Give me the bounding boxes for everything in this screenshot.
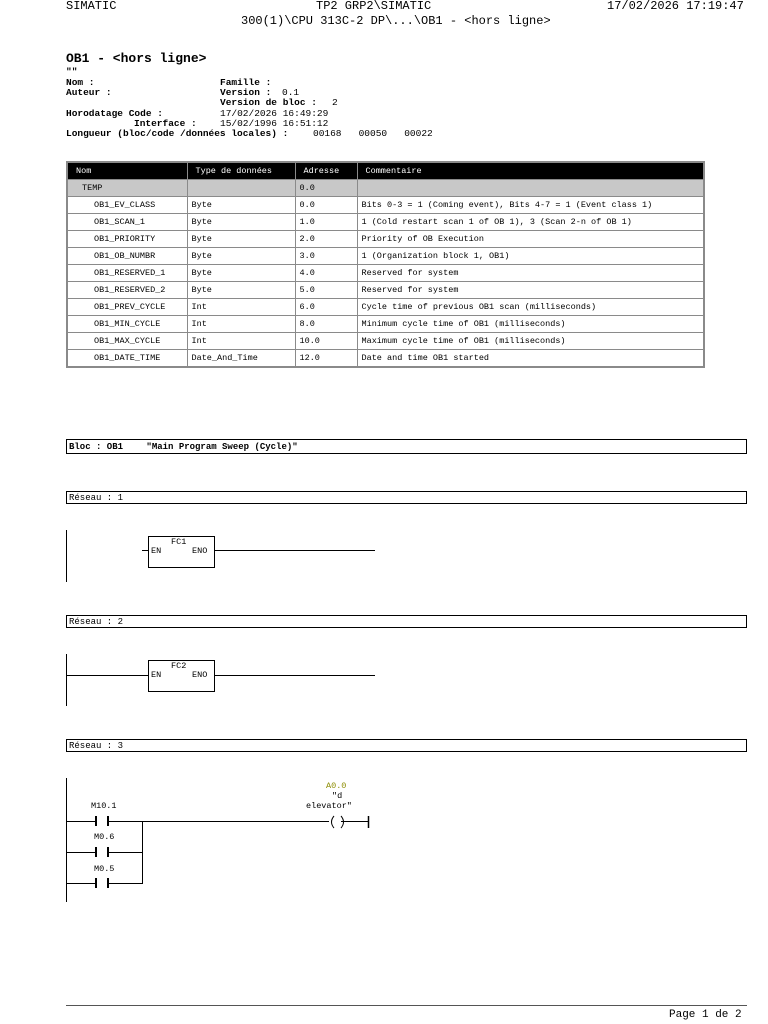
project-name: TP2 GRP2\SIMATIC xyxy=(316,0,432,13)
table-row[interactable] xyxy=(67,180,704,197)
var-type-cell: Byte xyxy=(187,214,295,231)
fc2-eno-pin: ENO xyxy=(192,670,208,680)
contact-3-in-wire xyxy=(66,883,96,884)
block-path: 300(1)\CPU 313C-2 DP\...\OB1 - <hors ligne> xyxy=(241,14,551,28)
var-comment-cell: Cycle time of previous OB1 scan (milliseconds) xyxy=(357,299,704,316)
contact-m0-6-label: M0.6 xyxy=(94,832,115,842)
table-row[interactable] xyxy=(67,197,704,214)
col-header-commentaire: Commentaire xyxy=(357,162,704,180)
footer-rule xyxy=(66,1005,747,1006)
var-name-cell: OB1_RESERVED_2 xyxy=(67,282,187,299)
contact-m10-1-label: M10.1 xyxy=(91,801,117,811)
contact-2-in-wire xyxy=(66,852,96,853)
contact-m10-1-left-icon[interactable] xyxy=(95,816,97,826)
var-comment-cell: 1 (Organization block 1, OB1) xyxy=(357,248,704,265)
var-address-cell: 0.0 xyxy=(295,180,357,197)
table-row[interactable] xyxy=(67,214,704,231)
table-row[interactable] xyxy=(67,316,704,333)
contact-2-out-wire xyxy=(109,852,143,853)
var-comment-cell: Maximum cycle time of OB1 (milliseconds) xyxy=(357,333,704,350)
app-name: SIMATIC xyxy=(66,0,117,13)
contact-m0-5-left-icon[interactable] xyxy=(95,878,97,888)
var-comment-cell: Date and time OB1 started xyxy=(357,350,704,368)
version-label: Version : xyxy=(220,87,272,98)
fc2-en-pin: EN xyxy=(151,670,162,680)
table-header-row xyxy=(67,162,704,180)
var-name-cell: OB1_OB_NUMBR xyxy=(67,248,187,265)
horodatage-code-label: Horodatage Code : xyxy=(66,108,163,119)
var-type-cell xyxy=(187,180,295,197)
var-type-cell: Int xyxy=(187,333,295,350)
network-1-eno-wire xyxy=(214,550,375,551)
interface-label: Interface : xyxy=(134,118,197,129)
var-address-cell: 10.0 xyxy=(295,333,357,350)
fc1-call-box[interactable] xyxy=(148,536,215,568)
contact-m0-5-label: M0.5 xyxy=(94,864,115,874)
network-2-eno-wire xyxy=(214,675,375,676)
var-type-cell: Byte xyxy=(187,265,295,282)
var-name-cell: TEMP xyxy=(67,180,187,197)
longueur-label: Longueur (bloc/code /données locales) : xyxy=(66,128,289,139)
var-address-cell: 3.0 xyxy=(295,248,357,265)
table-row[interactable] xyxy=(67,248,704,265)
var-type-cell: Int xyxy=(187,316,295,333)
fc1-eno-pin: ENO xyxy=(192,546,208,556)
network-3-bar: Réseau : 3 xyxy=(66,739,747,752)
network-2-bar: Réseau : 2 xyxy=(66,615,747,628)
var-name-cell: OB1_EV_CLASS xyxy=(67,197,187,214)
contact-m0-5-right-icon[interactable] xyxy=(107,878,109,888)
table-row[interactable] xyxy=(67,333,704,350)
interface-value: 15/02/1996 16:51:12 xyxy=(220,118,329,129)
page-number: Page 1 de 2 xyxy=(669,1009,742,1021)
variable-table xyxy=(66,161,705,368)
var-address-cell: 4.0 xyxy=(295,265,357,282)
var-comment-cell: Reserved for system xyxy=(357,282,704,299)
network-1-bar: Réseau : 1 xyxy=(66,491,747,504)
table-row[interactable] xyxy=(67,231,704,248)
table-row[interactable] xyxy=(67,350,704,368)
var-name-cell: OB1_MAX_CYCLE xyxy=(67,333,187,350)
auteur-label: Auteur : xyxy=(66,87,112,98)
fc1-name: FC1 xyxy=(171,537,187,547)
coil-a0-0-icon[interactable] xyxy=(326,814,372,830)
contact-m0-6-left-icon[interactable] xyxy=(95,847,97,857)
print-datetime: 17/02/2026 17:19:47 xyxy=(607,0,744,13)
var-address-cell: 5.0 xyxy=(295,282,357,299)
version-bloc-label: Version de bloc : xyxy=(220,97,317,108)
fc2-name: FC2 xyxy=(171,661,187,671)
var-type-cell: Byte xyxy=(187,197,295,214)
var-type-cell: Date_And_Time xyxy=(187,350,295,368)
horodatage-code-value: 17/02/2026 16:49:29 xyxy=(220,108,329,119)
var-comment-cell: Reserved for system xyxy=(357,265,704,282)
parallel-branch-wire xyxy=(142,821,143,884)
power-rail-1 xyxy=(66,530,67,582)
table-row[interactable] xyxy=(67,265,704,282)
fc1-en-pin: EN xyxy=(151,546,162,556)
table-row[interactable] xyxy=(67,282,704,299)
power-rail-2 xyxy=(66,654,67,706)
var-name-cell: OB1_PRIORITY xyxy=(67,231,187,248)
col-header-adresse: Adresse xyxy=(295,162,357,180)
coil-symbol-line-1: "d xyxy=(332,791,343,801)
var-type-cell: Byte xyxy=(187,282,295,299)
var-address-cell: 8.0 xyxy=(295,316,357,333)
var-name-cell: OB1_MIN_CYCLE xyxy=(67,316,187,333)
var-type-cell: Int xyxy=(187,299,295,316)
network-2-en-wire xyxy=(66,675,149,676)
bloc-description: "Main Program Sweep (Cycle)" xyxy=(146,442,298,452)
var-address-cell: 6.0 xyxy=(295,299,357,316)
var-address-cell: 1.0 xyxy=(295,214,357,231)
bloc-label: Bloc : OB1 xyxy=(69,442,124,452)
col-header-nom: Nom xyxy=(67,162,187,180)
var-name-cell: OB1_RESERVED_1 xyxy=(67,265,187,282)
nom-label: Nom : xyxy=(66,77,95,88)
block-symbol: "" xyxy=(66,66,78,77)
var-name-cell: OB1_DATE_TIME xyxy=(67,350,187,368)
var-address-cell: 12.0 xyxy=(295,350,357,368)
contact-3-out-wire xyxy=(109,883,143,884)
version-bloc-value: 2 xyxy=(332,97,338,108)
var-comment-cell: Minimum cycle time of OB1 (milliseconds) xyxy=(357,316,704,333)
var-comment-cell: 1 (Cold restart scan 1 of OB 1), 3 (Scan 2-n of OB 1) xyxy=(357,214,704,231)
var-name-cell: OB1_PREV_CYCLE xyxy=(67,299,187,316)
var-comment-cell: Priority of OB Execution xyxy=(357,231,704,248)
var-comment-cell xyxy=(357,180,704,197)
coil-address: A0.0 xyxy=(326,781,347,791)
table-row[interactable] xyxy=(67,299,704,316)
var-address-cell: 2.0 xyxy=(295,231,357,248)
var-comment-cell: Bits 0-3 = 1 (Coming event), Bits 4-7 = 1 (Event class 1) xyxy=(357,197,704,214)
page-title: OB1 - <hors ligne> xyxy=(66,51,207,66)
fc2-call-box[interactable] xyxy=(148,660,215,692)
col-header-type: Type de données xyxy=(187,162,295,180)
contact-1-in-wire xyxy=(66,821,96,822)
version-value: 0.1 xyxy=(282,87,300,98)
var-address-cell: 0.0 xyxy=(295,197,357,214)
contact-m0-6-right-icon[interactable] xyxy=(107,847,109,857)
famille-label: Famille : xyxy=(220,77,272,88)
coil-symbol-line-2: elevator" xyxy=(306,801,352,811)
longueur-value: 00168 00050 00022 xyxy=(313,128,433,139)
var-type-cell: Byte xyxy=(187,231,295,248)
var-type-cell: Byte xyxy=(187,248,295,265)
var-name-cell: OB1_SCAN_1 xyxy=(67,214,187,231)
contact-m10-1-right-icon[interactable] xyxy=(107,816,109,826)
bloc-bar xyxy=(66,439,747,454)
